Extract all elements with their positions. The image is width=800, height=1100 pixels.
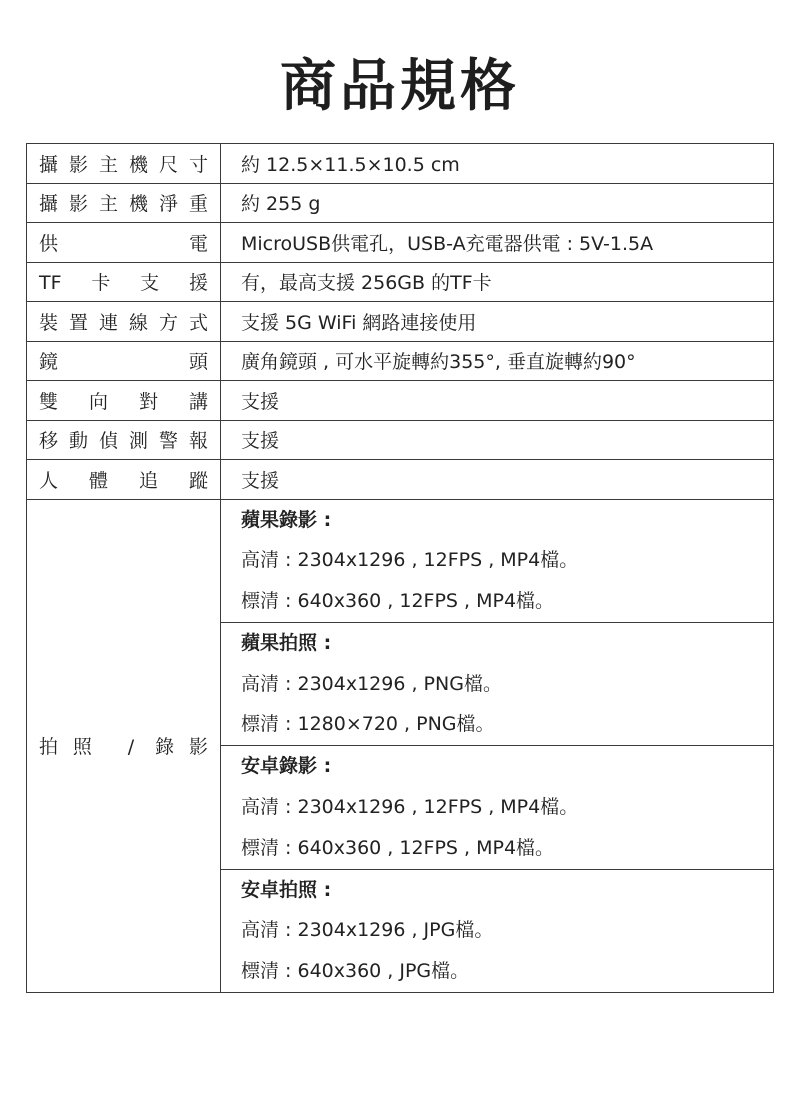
- spec-label: 攝影主機淨重: [39, 193, 208, 216]
- group-line: 高清 : 2304x1296 , 12FPS , MP4檔。: [241, 549, 579, 572]
- spec-row: [27, 223, 774, 263]
- spec-value: 約 12.5×11.5×10.5 cm: [221, 144, 774, 184]
- spec-value: 支援: [221, 460, 774, 500]
- spec-label: 裝置連線方式: [39, 311, 208, 334]
- group-heading: 蘋果拍照 :: [241, 631, 332, 654]
- group-heading: 蘋果錄影 :: [241, 508, 332, 531]
- media-label: 拍照 / 錄影: [39, 736, 208, 759]
- spec-label: 鏡頭: [39, 351, 208, 374]
- spec-value: 約 255 g: [221, 183, 774, 223]
- spec-label: 供電: [39, 232, 208, 255]
- group-line: 高清 : 2304x1296 , 12FPS , MP4檔。: [241, 796, 579, 819]
- spec-row: [27, 341, 774, 381]
- spec-row: [27, 381, 774, 421]
- spec-label: 移動偵測警報: [39, 430, 208, 453]
- media-group-android-photo: [221, 870, 773, 992]
- media-group-android-video: [221, 746, 773, 869]
- spec-row: [27, 420, 774, 460]
- page-title: 商品規格: [280, 54, 520, 119]
- group-line: 高清 : 2304x1296 , JPG檔。: [241, 919, 494, 942]
- group-heading: 安卓拍照 :: [241, 878, 332, 901]
- spec-label: 雙向對講: [39, 390, 208, 413]
- media-groups: [221, 499, 774, 993]
- group-line: 標清 : 1280×720 , PNG檔。: [241, 713, 495, 736]
- media-group-ios-photo: [221, 623, 773, 746]
- media-row: [27, 499, 774, 993]
- spec-value: MicroUSB供電孔，USB-A充電器供電 : 5V-1.5A: [221, 223, 774, 263]
- group-heading: 安卓錄影 :: [241, 755, 332, 778]
- spec-value: 支援: [221, 420, 774, 460]
- spec-value: 支援 5G WiFi 網路連接使用: [221, 302, 774, 342]
- group-line: 標清 : 640x360 , JPG檔。: [241, 960, 470, 983]
- spec-label: 人體追蹤: [39, 469, 208, 492]
- group-line: 高清 : 2304x1296 , PNG檔。: [241, 672, 502, 695]
- spec-value: 支援: [221, 381, 774, 421]
- media-group-ios-video: [221, 500, 773, 623]
- spec-row: [27, 144, 774, 184]
- spec-value: 有，最高支援 256GB 的TF卡: [221, 262, 774, 302]
- spec-row: [27, 302, 774, 342]
- group-line: 標清 : 640x360 , 12FPS , MP4檔。: [241, 590, 555, 613]
- spec-row: [27, 183, 774, 223]
- group-line: 標清 : 640x360 , 12FPS , MP4檔。: [241, 836, 555, 859]
- spec-value: 廣角鏡頭 , 可水平旋轉約355°, 垂直旋轉約90°: [221, 341, 774, 381]
- spec-label: TF卡支援: [39, 272, 208, 295]
- spec-row: [27, 460, 774, 500]
- spec-row: [27, 262, 774, 302]
- spec-label: 攝影主機尺寸: [39, 153, 208, 176]
- spec-table: [26, 143, 774, 993]
